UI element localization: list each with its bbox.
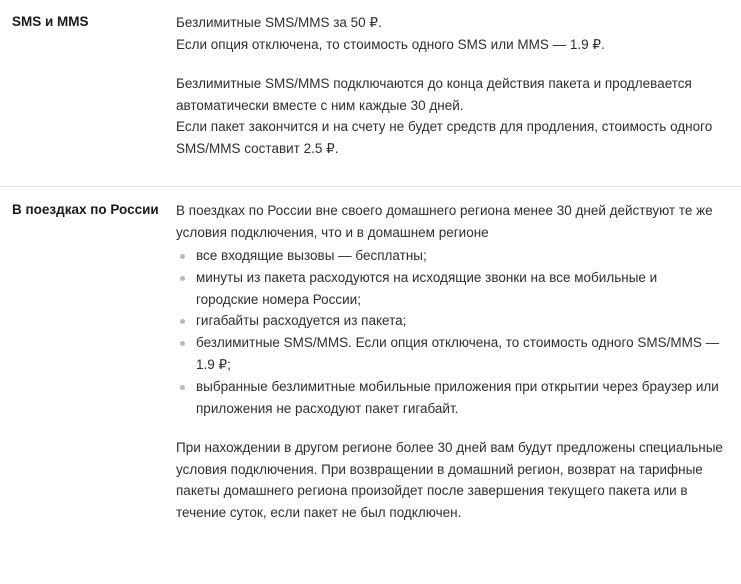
bullet-icon [180, 341, 185, 346]
list-item [176, 310, 723, 332]
list-item-label: все входящие вызовы — бесплатны; [196, 247, 427, 263]
paragraph-sms-disabled-price: Если опция отключена, то стоимость одного SMS или MMS — 1.9 ₽. [176, 36, 605, 52]
list-item [176, 267, 723, 311]
list-item [176, 376, 723, 420]
list-item-label: выбранные безлимитные мобильные приложения при открытии через браузер или приложения не расходуют пакет гигабайт. [196, 379, 719, 416]
paragraph-spacer [176, 56, 723, 73]
bullet-icon [180, 385, 185, 390]
paragraph-spacer [176, 420, 723, 437]
section-label-travel-russia: В поездках по России [12, 202, 159, 218]
section-body-sms-mms [176, 12, 741, 160]
section-body-travel-russia [176, 200, 741, 524]
bullet-icon [180, 276, 185, 281]
paragraph-sms-no-funds: Если пакет закончится и на счету не будет средств для продления, стоимость одного SMS/MMS составит 2.5 ₽. [176, 119, 713, 157]
travel-conditions-list [176, 245, 723, 420]
section-sms-mms [0, 0, 741, 160]
section-divider-wrap [0, 160, 741, 187]
section-label-sms-mms: SMS и MMS [12, 14, 89, 29]
bullet-icon [180, 319, 185, 324]
list-item [176, 332, 723, 376]
list-item-label: минуты из пакета расходуются на исходящие звонки на все мобильные и городские номера России; [196, 269, 658, 307]
list-item-label: гигабайты расходуется из пакета; [196, 313, 407, 329]
paragraph-travel-outro: При нахождении в другом регионе более 30 дней вам будут предложены специальные условия подключения. При возвращении в домашний регион, возврат на тарифные пакеты домашнего региона произойдет после завершения текущего пакета или в течение суток, если пакет не был подключен. [176, 439, 723, 521]
paragraph-sms-price: Безлимитные SMS/MMS за 50 ₽. [176, 15, 382, 30]
list-item-label: безлимитные SMS/MMS. Если опция отключена, то стоимость одного SMS/MMS — 1.9 ₽; [196, 335, 720, 373]
list-item [176, 245, 723, 267]
section-travel-russia [0, 187, 741, 524]
bullet-icon [180, 254, 185, 259]
paragraph-sms-renewal: Безлимитные SMS/MMS подключаются до конца действия пакета и продлевается автоматически вместе с ним каждые 30 дней. [176, 75, 692, 113]
paragraph-travel-intro: В поездках по России вне своего домашнего региона менее 30 дней действуют те же условия подключения, что и в домашнем регионе [176, 203, 713, 241]
